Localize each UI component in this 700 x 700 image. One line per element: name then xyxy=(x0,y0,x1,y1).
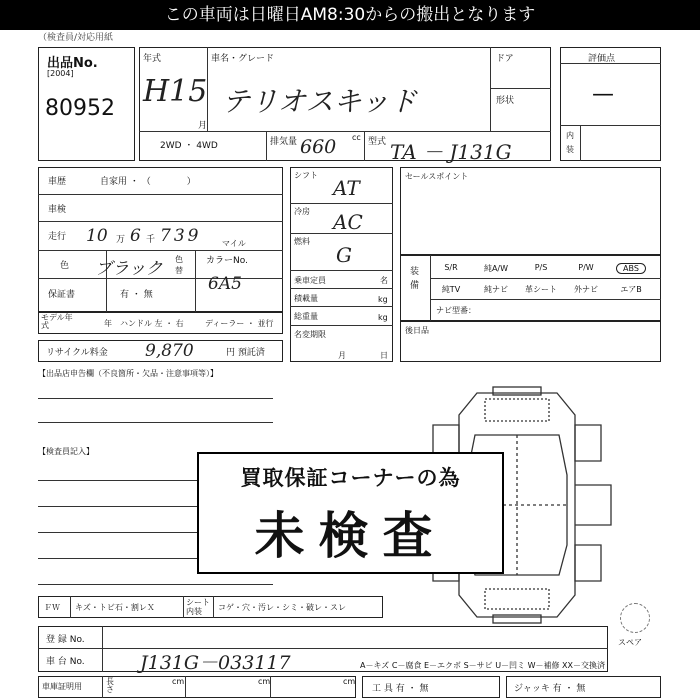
score-value: — xyxy=(592,82,614,107)
model-year-d: ディーラー ・ 並行 xyxy=(205,319,274,328)
corner-note: （検査員/対応用紙 xyxy=(38,33,114,43)
equip-ps: P/S xyxy=(534,263,548,272)
gross-unit: kg xyxy=(378,313,388,322)
spare-tire-icon xyxy=(620,603,650,633)
damage-legend: A－キズ C－腐食 E－エクボ S－サビ U－凹ミ W－補修 XX－交換済 xyxy=(360,661,606,670)
mileage-d0: 10 xyxy=(86,226,108,246)
year-label: 年式 xyxy=(143,54,162,64)
reg-label: 登 録 No. xyxy=(46,635,85,645)
cert-label: 車庫証明用 xyxy=(42,682,82,691)
color-sub: 色替 xyxy=(175,255,183,275)
aircon-label: 冷房 xyxy=(294,207,310,216)
recycle-value: 9,870 xyxy=(145,341,194,361)
displacement-value: 660 xyxy=(300,136,337,158)
name-change-label: 名変期限 xyxy=(294,330,326,339)
load-label: 積載量 xyxy=(294,294,318,303)
unchecked-stamp xyxy=(197,452,504,574)
chassis-value: J131G－033117 xyxy=(140,652,291,674)
sales-point-label: セールスポイント xyxy=(405,172,469,181)
drive-label: 2WD ・ 4WD xyxy=(160,141,218,151)
recycle-label: リサイクル料金 xyxy=(46,348,108,358)
fw-text: キズ・トビ石・割レＸ xyxy=(75,603,155,612)
mileage-d2: 6 xyxy=(130,226,141,246)
seat-text: コゲ・穴・汚レ・シミ・破レ・スレ xyxy=(218,603,346,612)
chassis-label: 車 台 No. xyxy=(46,657,85,667)
lot-label: 出品No. xyxy=(47,56,98,71)
fw-label: ＦＷ xyxy=(44,603,60,612)
aircon-value: AC xyxy=(333,210,363,234)
name-change-day: 日 xyxy=(380,351,388,360)
name-value: テリオスキッド xyxy=(222,85,417,118)
gross-label: 総重量 xyxy=(294,312,318,321)
equip-tv: 純TV xyxy=(441,285,461,294)
shift-value: AT xyxy=(333,176,360,200)
stamp-title: 買取保証コーナーの為 xyxy=(240,466,461,490)
history-value: 自家用 ・ （ ） xyxy=(100,177,196,187)
equip-navi: 純ナビ xyxy=(484,285,508,294)
capacity-unit: 名 xyxy=(380,276,388,285)
mileage-d4: 739 xyxy=(160,226,202,246)
inspector-label: 【検査員記入】 xyxy=(38,447,94,456)
later-items-label: 後日品 xyxy=(405,326,429,335)
lot-year: [2004] xyxy=(47,69,74,78)
equip-pw: P/W xyxy=(578,263,594,272)
notice-banner: この車両は日曜日AM8:30からの搬出となります xyxy=(0,0,700,30)
load-unit: kg xyxy=(378,295,388,304)
color-code-label: カラーNo. xyxy=(206,256,248,266)
equipment-label: 装備 xyxy=(410,267,420,291)
score-label: 評価点 xyxy=(588,54,616,64)
history-label: 車歴 xyxy=(48,177,67,187)
lot-box xyxy=(38,47,135,161)
model-label: 型式 xyxy=(368,137,387,147)
recycle-unit: 円 預託済 xyxy=(226,348,265,358)
spare-label: スペア xyxy=(618,638,642,647)
displacement-unit: cc xyxy=(352,133,361,142)
color-value: ブラック xyxy=(95,259,163,279)
cert-cm-3: cm xyxy=(343,677,356,686)
warranty-value: 有 ・ 無 xyxy=(120,290,153,300)
equip-aw: 純A/W xyxy=(483,264,509,273)
fuel-label: 燃料 xyxy=(294,237,310,246)
capacity-label: 乗車定員 xyxy=(294,276,326,285)
shape-label: 形状 xyxy=(496,96,515,106)
equip-extnavi: 外ナビ xyxy=(574,285,598,294)
declaration-label: 【出品店申告欄（不良箇所・欠品・注意事項等）】 xyxy=(38,369,218,378)
color-label: 色 xyxy=(60,261,70,271)
navi-model-label: ナビ型番： xyxy=(436,306,476,315)
stamp-big-text: 未検査 xyxy=(254,507,447,565)
model-year-b: 年 xyxy=(104,319,112,328)
name-label: 車名・グレード xyxy=(211,54,275,64)
warranty-label: 保証書 xyxy=(48,290,76,300)
cert-cm-2: cm xyxy=(258,677,271,686)
displacement-label: 排気量 xyxy=(270,137,298,147)
later-items-box xyxy=(400,321,661,362)
cert-cm-1: cm xyxy=(172,677,185,686)
garage-cert-row xyxy=(38,676,356,698)
model-year-a: モデル年式 xyxy=(41,313,73,330)
year-value: H15 xyxy=(143,74,208,109)
equip-sr: S/R xyxy=(444,263,458,272)
model-value: TA － J131G xyxy=(390,140,512,164)
mileage-d3: 千 xyxy=(146,235,156,245)
mileage-d1: 万 xyxy=(116,235,126,245)
interior-label: 内装 xyxy=(566,131,574,154)
mileage-label: 走行 xyxy=(48,232,67,242)
name-change-month: 月 xyxy=(338,351,346,360)
model-year-c: ハンドル 左 ・ 右 xyxy=(120,319,184,328)
inspection-label: 車検 xyxy=(48,205,67,215)
equip-airbag: エアB xyxy=(620,285,642,294)
fuel-value: G xyxy=(336,243,352,267)
tools-label: 工 具 有 ・ 無 xyxy=(372,684,429,694)
cert-length: 長さ xyxy=(106,677,114,694)
shift-label: シフト xyxy=(294,171,318,180)
equip-leather: 革シート xyxy=(525,285,557,294)
door-label: ドア xyxy=(496,54,514,64)
seat-label: シート内装 xyxy=(186,598,210,616)
month-unit: 月 xyxy=(198,121,208,131)
color-code: 6A5 xyxy=(208,274,242,294)
mileage-unit: マイル xyxy=(222,239,246,248)
jack-label: ジャッキ 有 ・ 無 xyxy=(514,684,586,694)
equip-abs-circled: ABS xyxy=(616,263,646,274)
lot-number: 80952 xyxy=(45,96,115,121)
